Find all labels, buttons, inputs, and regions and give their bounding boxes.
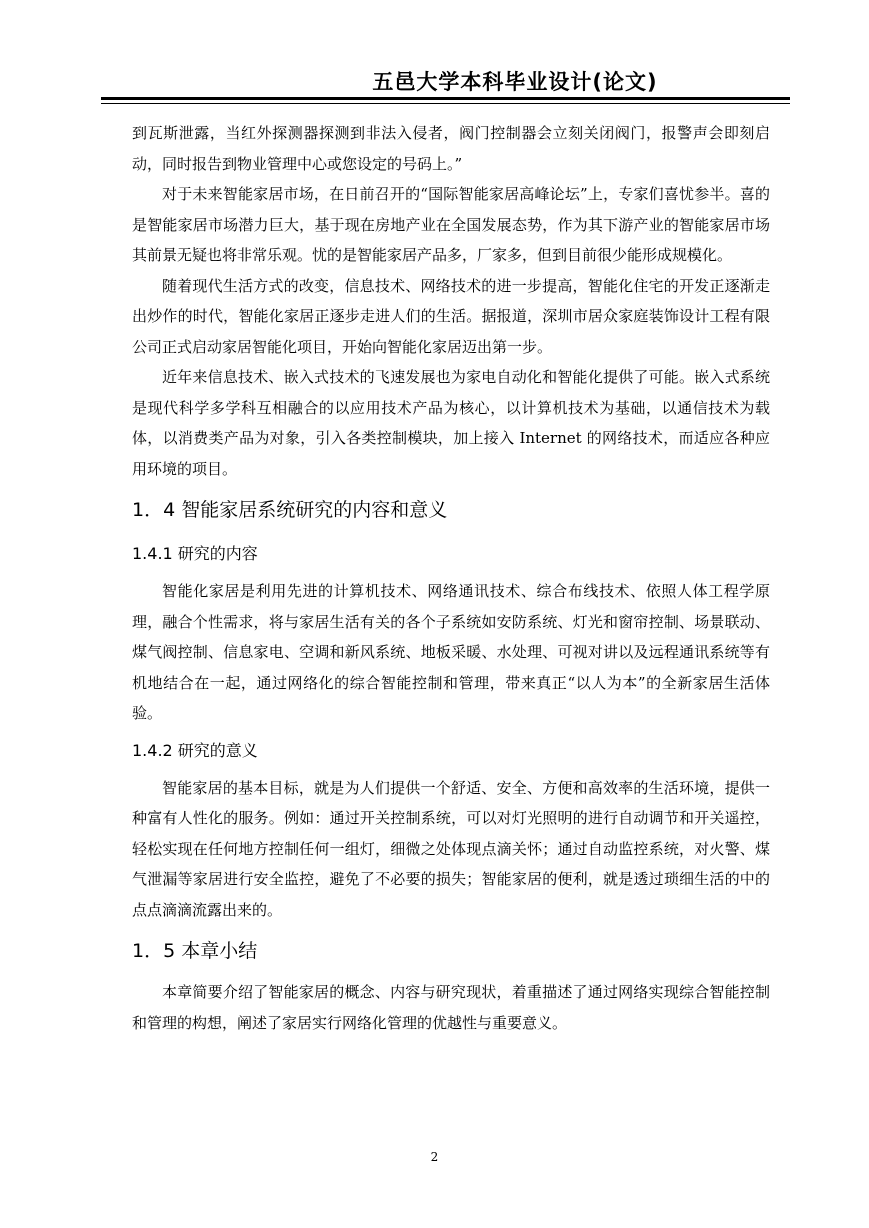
subsection-heading-1-4-2: 1.4.2 研究的意义 xyxy=(132,740,258,760)
section-heading-1-4: 1．4 智能家居系统研究的内容和意义 xyxy=(132,499,448,521)
running-header-title: 五邑大学本科毕业设计(论文) xyxy=(372,70,658,94)
paragraph-market: 对于未来智能家居市场，在日前召开的“国际智能家居高峰论坛”上，专家们喜忧参半。喜的是智能家居市场潜力巨大，基于现在房地产业在全国发展态势，作为其下游产业的智能家居市场其前景无疑也将非常乐观。忧的是智能家居产品多，厂家多，但到目前很少能形成规模化。 xyxy=(132,185,770,264)
subsection-heading-1-4-1: 1.4.1 研究的内容 xyxy=(132,544,258,563)
header-rule-thin xyxy=(101,103,790,104)
section-heading-1-5: 1．5 本章小结 xyxy=(132,940,258,962)
header-rule-thick xyxy=(101,97,790,100)
paragraph-continued: 到瓦斯泄露，当红外探测器探测到非法入侵者，阀门控制器会立刻关闭阀门，报警声会即刻启动，同时报告到物业管理中心或您设定的号码上。” xyxy=(132,124,770,173)
paragraph-chapter-summary: 本章简要介绍了智能家居的概念、内容与研究现状，着重描述了通过网络实现综合智能控制和管理的构想，阐述了家居实行网络化管理的优越性与重要意义。 xyxy=(132,983,770,1032)
paragraph-research-significance: 智能家居的基本目标，就是为人们提供一个舒适、安全、方便和高效率的生活环境，提供一种富有人性化的服务。例如：通过开关控制系统，可以对灯光照明的进行自动调节和开关遥控，轻松实现在任何地方控制任何一组灯，细微之处体现点滴关怀；通过自动监控系统，对火警、煤气泄漏等家居进行安全监控，避免了不必要的损失；智能家居的便利，就是透过琐细生活的中的点点滴滴流露出来的。 xyxy=(132,778,770,919)
page-number: 2 xyxy=(430,1150,439,1164)
paragraph-lifestyle: 随着现代生活方式的改变，信息技术、网络技术的进一步提高，智能化住宅的开发正逐渐走出炒作的时代，智能化家居正逐步走进人们的生活。据报道，深圳市居众家庭装饰设计工程有限公司正式启动家居智能化项目，开始向智能化家居迈出第一步。 xyxy=(132,276,770,356)
body-content xyxy=(132,118,770,1038)
paragraph-embedded: 近年来信息技术、嵌入式技术的飞速发展也为家电自动化和智能化提供了可能。嵌入式系统是现代科学多学科互相融合的以应用技术产品为核心，以计算机技术为基础，以通信技术为载体，以消费类产品为对象，引入各类控制模块，加上接入 Internet 的网络技术，而适应各种应用环境的项目。 xyxy=(132,368,770,478)
paragraph-research-content: 智能化家居是利用先进的计算机技术、网络通讯技术、综合布线技术、依照人体工程学原理，融合个性需求，将与家居生活有关的各个子系统如安防系统、灯光和窗帘控制、场景联动、煤气阀控制、信息家电、空调和新风系统、地板采暖、水处理、可视对讲以及远程通讯系统等有机地结合在一起，通过网络化的综合智能控制和管理，带来真正“以人为本”的全新家居生活体验。 xyxy=(132,582,770,722)
